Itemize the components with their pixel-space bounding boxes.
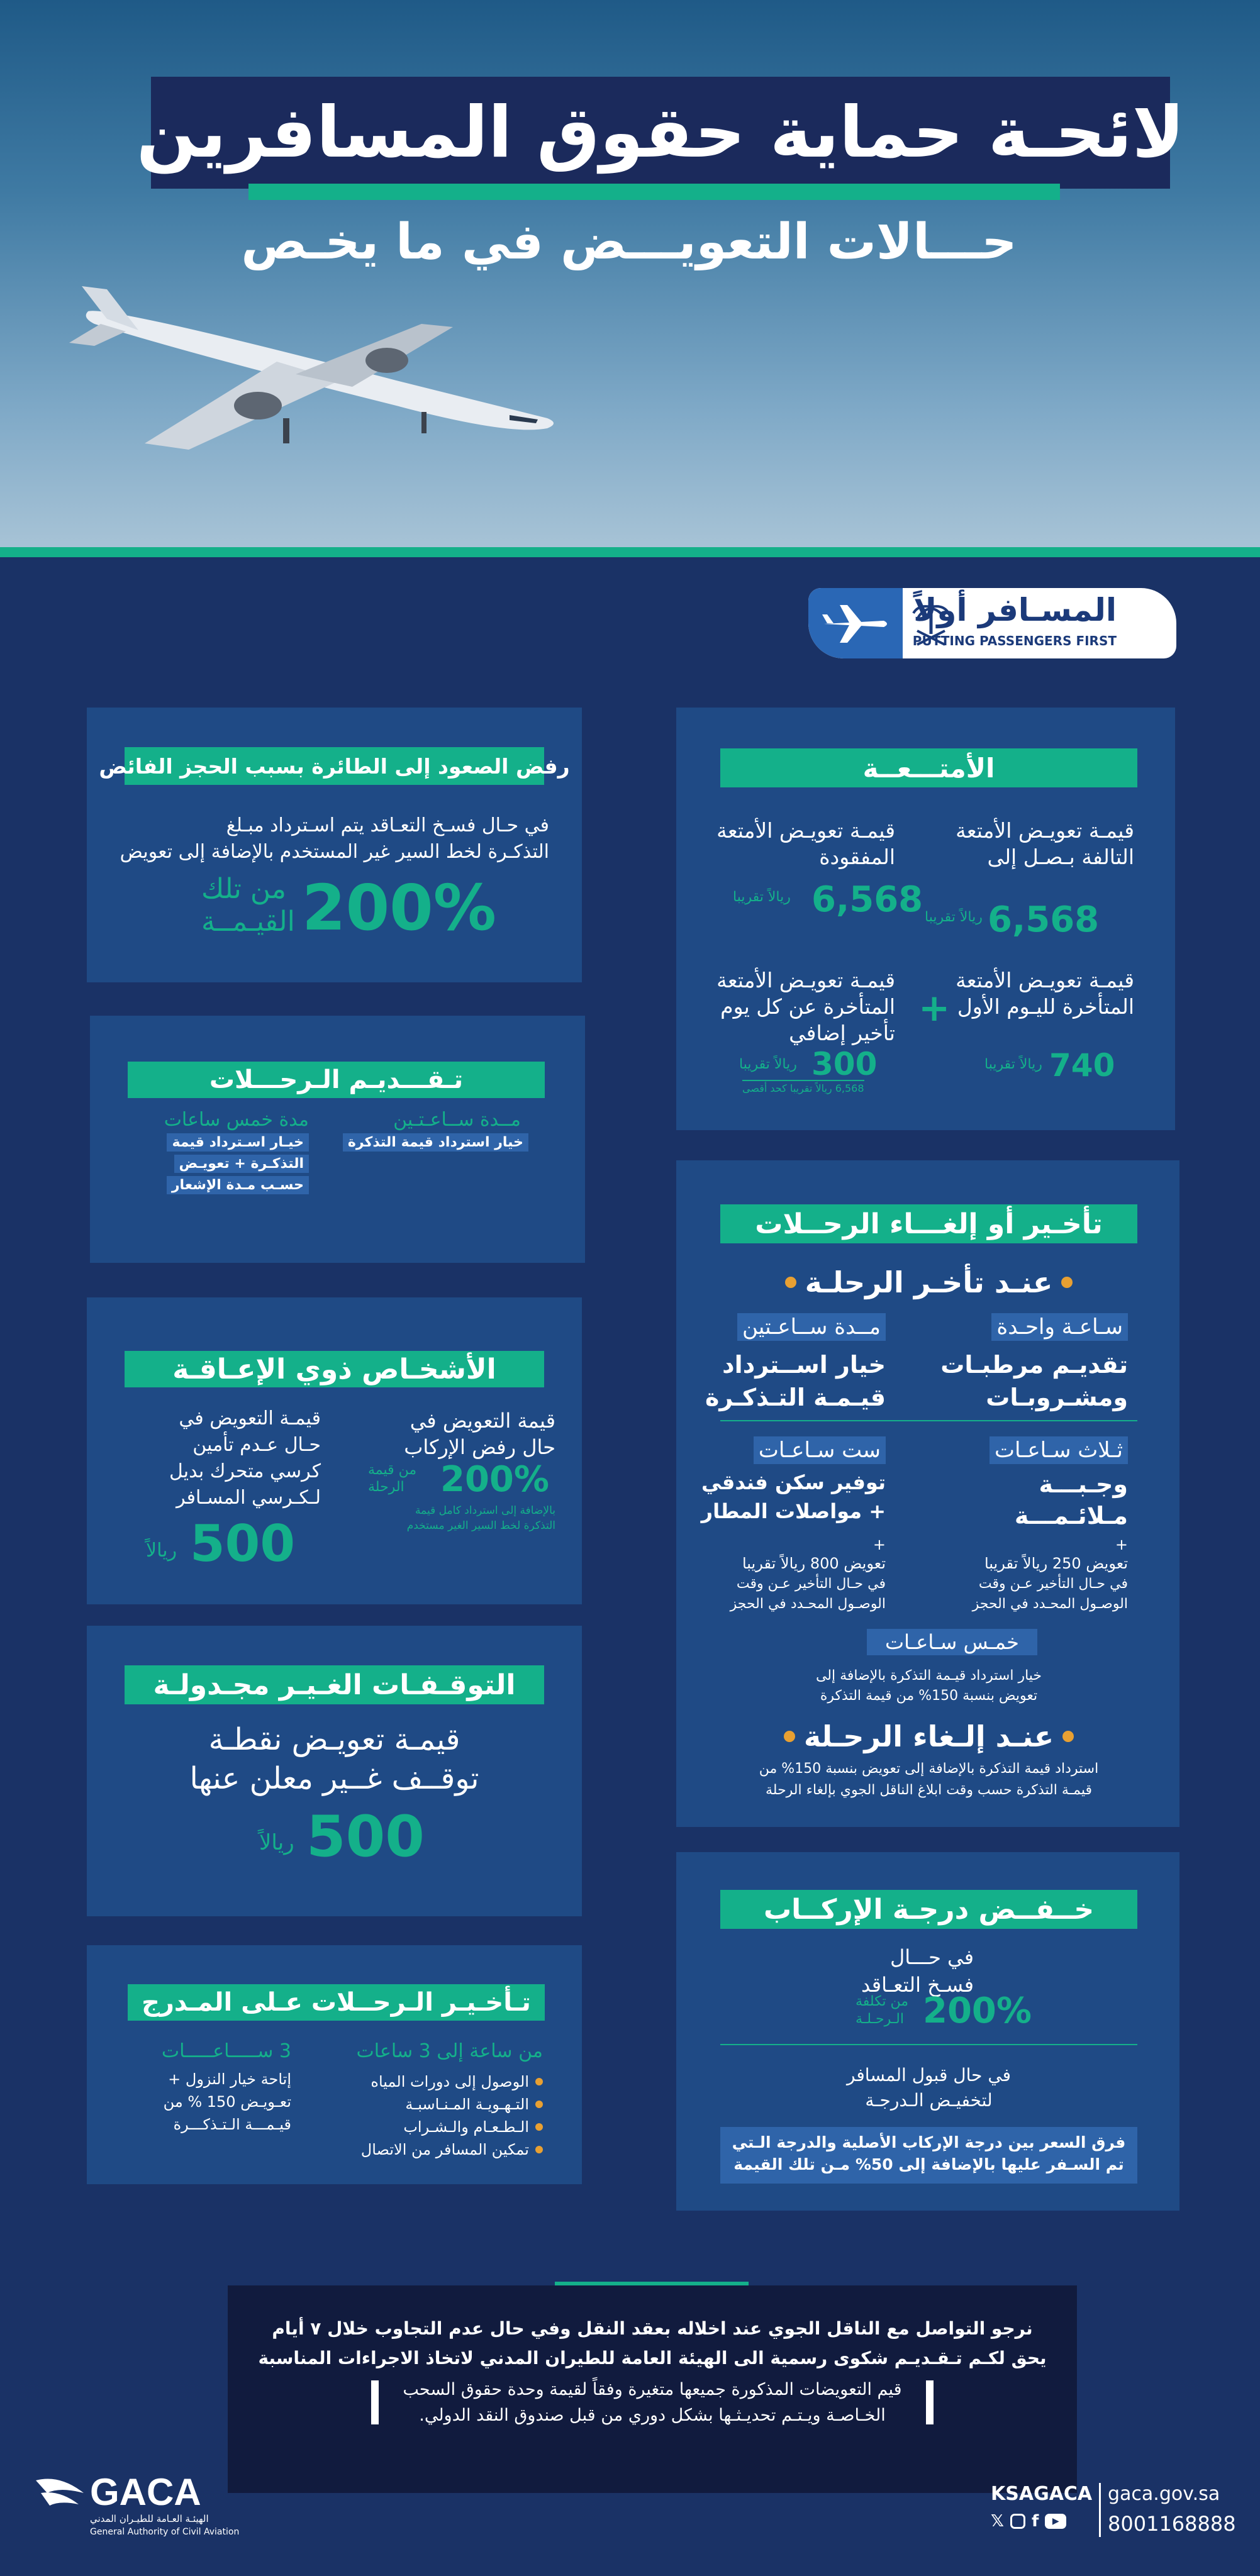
unscheduled-value: 500 — [306, 1804, 425, 1870]
six-hours-plus: + — [873, 1536, 886, 1553]
three-hours-line1: وجـبـــة — [1039, 1470, 1128, 1498]
page-subtitle: حـــالات التعويـــض في ما يخـص — [241, 214, 1017, 270]
downgrade-case1-suffix-line1: من تكلفة — [856, 1994, 909, 2009]
passengers-first-badge — [808, 588, 1176, 658]
bullet-icon — [535, 2101, 543, 2108]
three-hours-comp: تعويض 250 ريالاً تقريبا — [984, 1555, 1128, 1572]
unscheduled-title: التوقـفـات الغـيـر مجـدولـة — [125, 1665, 544, 1704]
website-link[interactable]: gaca.gov.sa — [1108, 2483, 1220, 2505]
disability-right-label-line1: قيمة التعويض في — [410, 1409, 555, 1433]
cancel-line1: استرداد قيمة التذكرة بالإضافة إلى تعويض بنسبة 150% من — [759, 1761, 1099, 1777]
luggage-plus: + — [918, 986, 951, 1030]
footer-note-line1: قيم التعويضات المذكورة جميعها متغيرة وفقاً لقيمة وحدة حقوق السحب — [403, 2380, 902, 2399]
gaca-logo-arabic: الهيئـة العـامة للطيـران المدني — [90, 2513, 209, 2524]
denied-text-line1: في حـال فسـخ التعـاقد يتم اسـترداد مبـلغ — [226, 814, 549, 836]
downgrade-case1-value: 200% — [923, 1990, 1032, 2031]
five-hours-line1: خيار استرداد قيـمة التذكرة بالإضافة إلى — [815, 1668, 1042, 1684]
luggage-title: الأمتـــعــة — [720, 748, 1137, 787]
luggage-damaged-unit: ريالاً تقريبا — [925, 909, 983, 925]
six-hours-note1: في حـال التأخير عـن وقت — [736, 1576, 886, 1592]
disability-left-label-line3: كرسي متحرك بديل — [169, 1460, 321, 1482]
luggage-delayed-first-unit: ريالاً تقريبا — [984, 1057, 1042, 1072]
on-delay-label: عنـد تأخـر الرحلـة — [805, 1265, 1053, 1299]
unscheduled-unit: ريالاً — [259, 1830, 294, 1855]
bullet-icon — [1061, 1277, 1073, 1288]
header-green-stripe — [0, 547, 1260, 557]
footer-note — [403, 2380, 901, 2425]
list-item — [361, 2070, 543, 2093]
x-icon[interactable]: 𝕏 — [991, 2512, 1004, 2531]
footer-notice-box — [228, 2285, 1077, 2493]
one-hour-line1: تقديـم مرطبـات — [940, 1351, 1128, 1379]
bullet-icon — [784, 1731, 795, 1742]
luggage-delayed-first-value: 740 — [1049, 1047, 1115, 1084]
unscheduled-label-line2: توقــف غــير معلن عنها — [189, 1761, 479, 1796]
one-hour-line2: ومشـروبـات — [986, 1384, 1128, 1411]
advance-two-hours-item: خيار استرداد قيمة التذكرة — [343, 1133, 528, 1152]
airplane-icon — [821, 602, 890, 646]
luggage-lost-label: قيمـة تعويـض الأمتعة المفقودة — [716, 818, 895, 869]
footer-note-bar — [371, 2380, 379, 2424]
denied-boarding-title: رفض الصعود إلى الطائرة بسبب الحجز الفائض — [125, 747, 544, 785]
disability-left-unit: ريالاً — [146, 1540, 177, 1562]
downgrade-case2-line2: لتخفيـض الـدرجـة — [865, 2090, 993, 2111]
bullet-icon — [785, 1277, 796, 1288]
three-hours-head: ثـلاث سـاعـات — [990, 1436, 1128, 1464]
downgrade-divider — [720, 2044, 1137, 2045]
footer-note-row — [228, 2380, 1077, 2425]
delay-divider — [720, 1420, 1137, 1421]
disability-left-label-line1: قيمـة التعويض في — [179, 1407, 321, 1430]
advance-five-hours-head: مدة خمس ساعات — [164, 1109, 309, 1131]
denied-value: 200% — [302, 871, 496, 945]
tarmac-right-item: الـطـعـام والـشـراب — [403, 2118, 529, 2136]
delay-cancel-title: تأخـير أو إلغـــاء الرحــلات — [720, 1204, 1137, 1243]
two-hours-head: مــدة ســاعـتين — [737, 1313, 886, 1341]
on-cancel-heading — [720, 1719, 1137, 1753]
unscheduled-label-line1: قيمـة تعويـض نقطـة — [208, 1722, 460, 1757]
denied-suffix-line2: القيـمــة — [201, 906, 295, 938]
phone-number[interactable]: 8001168888 — [1108, 2512, 1236, 2536]
gaca-logo — [35, 2470, 242, 2540]
bullet-icon — [535, 2123, 543, 2131]
disability-right-note-line2: التذكرة لخط السير الغير مستخدم — [406, 1519, 555, 1532]
denied-suffix-line1: من تلك — [201, 873, 286, 905]
luggage-delayed-extra-label: قيمـة تعويـض الأمتعة المتأخرة عن كل يوم تأخير إضافي — [716, 968, 895, 1045]
six-hours-head: ست سـاعـات — [754, 1436, 886, 1464]
on-delay-heading — [720, 1265, 1137, 1299]
footer-note-bar — [926, 2380, 934, 2424]
six-hours-note2: الوصـول المحـدد في الحجز — [730, 1596, 886, 1612]
disability-right-label-line2: حال رفض الإركاب — [404, 1435, 555, 1459]
tarmac-right-item: الوصول إلى دورات المياه — [371, 2073, 529, 2090]
one-hour-head: سـاعـة واحـدة — [991, 1313, 1128, 1341]
contact-divider — [1099, 2483, 1101, 2537]
facebook-icon[interactable]: f — [1031, 2512, 1039, 2531]
airplane-icon — [69, 286, 623, 469]
tarmac-left-line1: إتاحة خيار النزول + — [168, 2070, 291, 2088]
three-hours-line2: مـلائـمـــة — [1014, 1502, 1128, 1530]
footer-line1: نرجو التواصل مع الناقل الجوي عند اخلاله بعقد النقل وفي حال عدم التجاوب خلال ٧ أيام — [272, 2318, 1033, 2339]
tarmac-left-line3: قيـمـــة الـتـذكـــرة — [173, 2116, 291, 2133]
youtube-icon[interactable]: ▶ — [1045, 2514, 1066, 2529]
disability-right-suffix-line1: من قيمة — [368, 1462, 417, 1478]
footer-note-line2: الخـاصـة ويـتـم تحديـثـها بشكل دوري من قبل صندوق النقد الدولي. — [419, 2406, 886, 2425]
disability-right-suffix-line2: الرحلة — [368, 1479, 404, 1495]
instagram-icon[interactable] — [1010, 2514, 1025, 2529]
downgrade-case2-box — [720, 2127, 1137, 2184]
six-hours-comp: تعويض 800 ريالاً تقريبا — [742, 1555, 886, 1572]
luggage-lost-unit: ريالاً تقريبا — [733, 889, 791, 905]
on-cancel-label: عنـد إلـغاء الرحـلة — [803, 1719, 1054, 1753]
three-hours-note2: الوصـول المحـدد في الحجز — [972, 1596, 1128, 1612]
downgrade-case1-line1: في حـــال — [889, 1945, 974, 1969]
disability-right-value: 200% — [440, 1459, 550, 1500]
luggage-damaged-label: قيمـة تعويـض الأمتعة التالفة بـصـل إلى — [956, 818, 1134, 869]
downgrade-title: خــفــض درجـة الإركــاب — [720, 1890, 1137, 1929]
denied-text-line2: التذكـرة لخط السير غير المستخدم بالإضافة إلى تعويض — [120, 841, 549, 863]
title-underline — [248, 184, 1060, 200]
footer-line2: يحق لكـم تـقـديـم شكوى رسمية الى الهيئة العامة للطيران المدني لاتخاذ الاجراءات المناسبة — [258, 2348, 1047, 2368]
advance-flights-title: تـقـــديـم الـرحـــلات — [128, 1062, 545, 1098]
badge-plane-panel — [808, 588, 903, 658]
advance-five-hours-item2: التذكـرة + تعويـض — [174, 1155, 309, 1173]
disability-left-label-line2: حـال عـدم تأمين — [192, 1434, 321, 1456]
list-item — [361, 2093, 543, 2116]
five-hours-head: خمـس سـاعـات — [867, 1629, 1037, 1655]
six-hours-line1: توفير سكن فندقي — [701, 1470, 886, 1494]
page-title: لائحـة حماية حقوق المسافرين — [136, 92, 1185, 174]
tarmac-title: تـأخـيـر الـرحــلات عـلى المـدرج — [128, 1984, 545, 2021]
disability-left-label-line4: لـكـرسي المسـافر — [176, 1487, 321, 1509]
luggage-delayed-extra-unit: ريالاً تقريبا — [739, 1057, 797, 1072]
contact-block — [991, 2483, 1236, 2552]
advance-two-hours-head: مــدة ســاعـتـين — [393, 1109, 521, 1131]
luggage-delayed-first-label: قيمـة تعويـض الأمتعة المتأخرة لليـوم الأول — [956, 968, 1134, 1019]
tarmac-right-item: التـهـويـة المـنـاسبـة — [405, 2096, 529, 2113]
bullet-icon — [535, 2078, 543, 2085]
tarmac-right-item: تمكين المسافر من الاتصال — [360, 2141, 529, 2158]
title-box — [136, 77, 1185, 189]
three-hours-plus: + — [1115, 1536, 1128, 1553]
tarmac-right-head: من ساعة إلى 3 ساعات — [356, 2040, 543, 2062]
list-item — [361, 2116, 543, 2138]
advance-five-hours-item1: خيـار اسـترداد قيمة — [167, 1133, 309, 1152]
bullet-icon — [535, 2146, 543, 2153]
gaca-wing-icon — [35, 2474, 85, 2512]
three-hours-note1: في حـال التأخير عـن وقت — [978, 1576, 1128, 1592]
two-hours-line2: قيـمـة التـذكـرة — [705, 1384, 886, 1411]
luggage-lost-value: 6,568 — [811, 879, 923, 920]
disability-right-note-line1: بالإضافة إلى استرداد كامل قيمة — [415, 1504, 555, 1517]
tarmac-left-line2: تعـويـض 150 % من — [163, 2093, 291, 2111]
bullet-icon — [1062, 1731, 1074, 1742]
luggage-delayed-extra-value: 300 — [811, 1046, 878, 1082]
badge-arabic-text: المسـافر أولاً — [913, 592, 1117, 628]
tarmac-left-head: 3 ســـــاعـــــات — [161, 2040, 291, 2062]
social-icons — [991, 2512, 1066, 2531]
downgrade-case1-suffix-line2: الـرحـلـة — [856, 2011, 904, 2027]
six-hours-line2: + مواصلات المطار — [701, 1499, 886, 1523]
luggage-delayed-extra-cap: 6,568 ريالاً تقريبا كحد أقصى — [742, 1080, 864, 1094]
gaca-logo-english: General Authority of Civil Aviation — [90, 2527, 240, 2537]
downgrade-case2-box-line1: فرق السعر بين درجة الإركاب الأصلية والدرجة الـتي — [732, 2133, 1126, 2151]
tarmac-right-list — [361, 2070, 543, 2161]
gaca-logo-name: GACA — [90, 2471, 201, 2513]
badge-english-text: PUTTING PASSENGERS FIRST — [912, 633, 1117, 648]
cancel-line2: قيمـة التذكرة حسب وقت ابلاغ الناقل الجوي بإلغاء الرحلة — [765, 1782, 1093, 1798]
advance-five-hours-item3: حسـب مـدة الإشعار — [167, 1176, 309, 1194]
five-hours-line2: تعويض بنسبة 150% من قيمة التذكرة — [820, 1688, 1038, 1704]
downgrade-case1-line2: فسـخ التعـاقد — [861, 1973, 974, 1997]
disability-left-value: 500 — [190, 1514, 295, 1573]
two-hours-line1: خيار اســترداد — [722, 1351, 886, 1379]
downgrade-case2-box-line2: تم السـفر عليها بالإضافة إلى 50% مـن تلك القيمة — [733, 2155, 1124, 2174]
downgrade-case2-line1: في حال قبول المسافر — [846, 2065, 1012, 2085]
social-handle: KSAGACA — [991, 2483, 1093, 2505]
list-item — [361, 2138, 543, 2161]
disability-title: الأشخـاص ذوي الإعـاقـة — [125, 1351, 544, 1387]
luggage-damaged-value: 6,568 — [988, 899, 1100, 940]
